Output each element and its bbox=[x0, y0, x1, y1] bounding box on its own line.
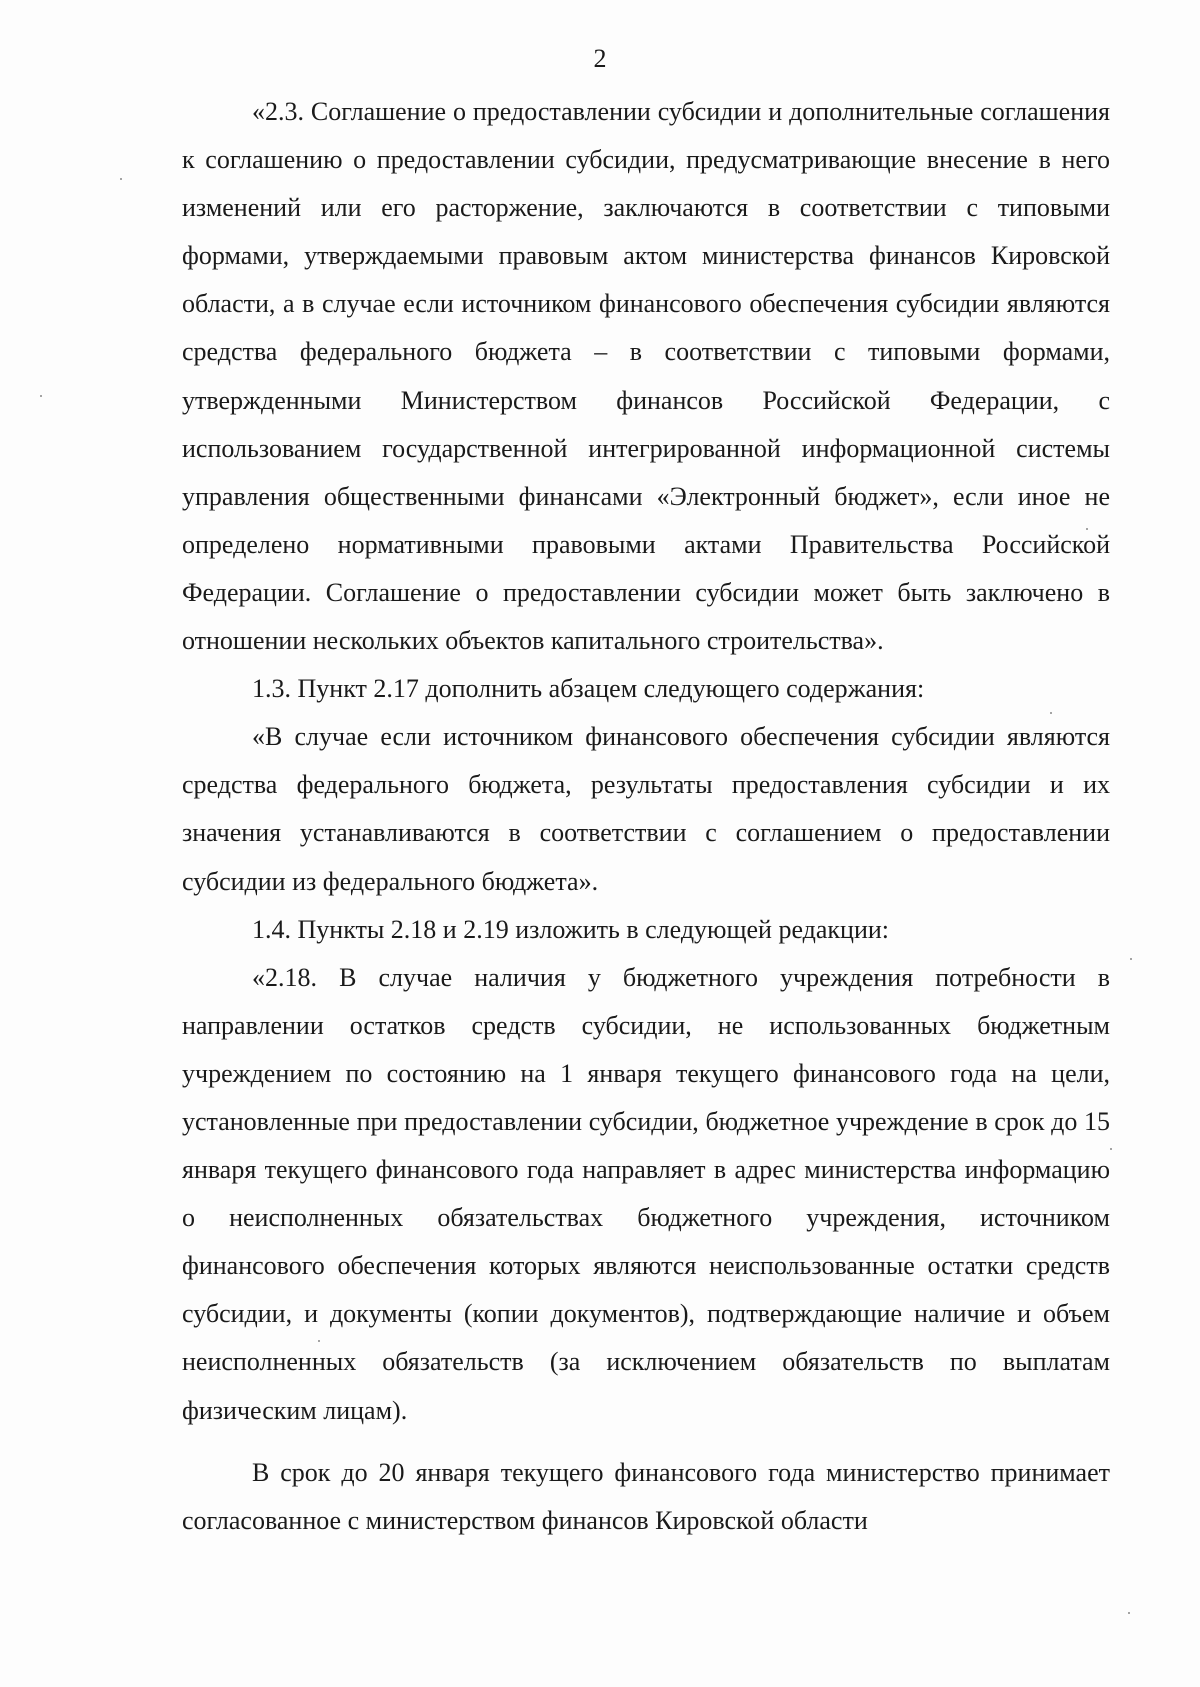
scan-speck bbox=[40, 395, 42, 397]
scan-speck bbox=[1128, 1612, 1130, 1614]
paragraph-2-18: «2.18. В случае наличия у бюджетного учреждения потребности в направлении остатков средств субсидии, не использованных бюджетным учреждением по состоянию на 1 января текущего финансового года на цели, установленные при предоставлении субсидии, бюджетное учреждение в срок до 15 января текущего финансового года направляет в адрес министерства информацию о неисполненных обязательствах бюджетного учреждения, источником финансового обеспечения которых являются неиспользованные остатки средств субсидии, и документы (копии документов), подтверждающие наличие и объем неисполненных обязательств (за исключением обязательств по выплатам физическим лицам). bbox=[182, 962, 1110, 1425]
paragraph-2-3: «2.3. Соглашение о предоставлении субсидии и дополнительные соглашения к соглашению о предоставлении субсидии, предусматривающие внесение в него изменений или его расторжение, заключаются в соответствии с типовыми формами, утверждаемыми правовым актом министерства финансов Кировской области, а в случае если источником финансового обеспечения субсидии являются средства федерального бюджета – в соответствии с типовыми формами, утвержденными Министерством финансов Российской Федерации, с использованием государственной интегрированной информационной системы управления общественными финансами «Электронный бюджет», если иное не определено нормативными правовыми актами Правительства Российской Федерации. Соглашение о предоставлении субсидии может быть заключено в отношении нескольких объектов капитального строительства». bbox=[182, 97, 1110, 656]
scan-speck bbox=[318, 1340, 320, 1342]
scan-speck bbox=[120, 178, 122, 180]
scan-speck bbox=[1086, 528, 1088, 530]
paragraph-deadline-20-january: В срок до 20 января текущего финансового года министерство принимает согласованное с министерством финансов Кировской области bbox=[182, 1457, 1110, 1535]
scan-speck bbox=[1050, 712, 1052, 714]
scan-speck bbox=[1110, 1148, 1112, 1150]
paragraph-1-3: 1.3. Пункт 2.17 дополнить абзацем следующего содержания: bbox=[252, 674, 925, 704]
scan-speck bbox=[1130, 958, 1132, 960]
paragraph-1-4: 1.4. Пункты 2.18 и 2.19 изложить в следующей редакции: bbox=[252, 914, 890, 944]
paragraph-quote-federal-budget: «В случае если источником финансового обеспечения субсидии являются средства федерального бюджета, результаты предоставления субсидии и их значения устанавливаются в соответствии с соглашением о предоставлении субсидии из федерального бюджета». bbox=[182, 722, 1110, 896]
page-number: 2 bbox=[593, 44, 607, 73]
document-body bbox=[182, 88, 1110, 1545]
